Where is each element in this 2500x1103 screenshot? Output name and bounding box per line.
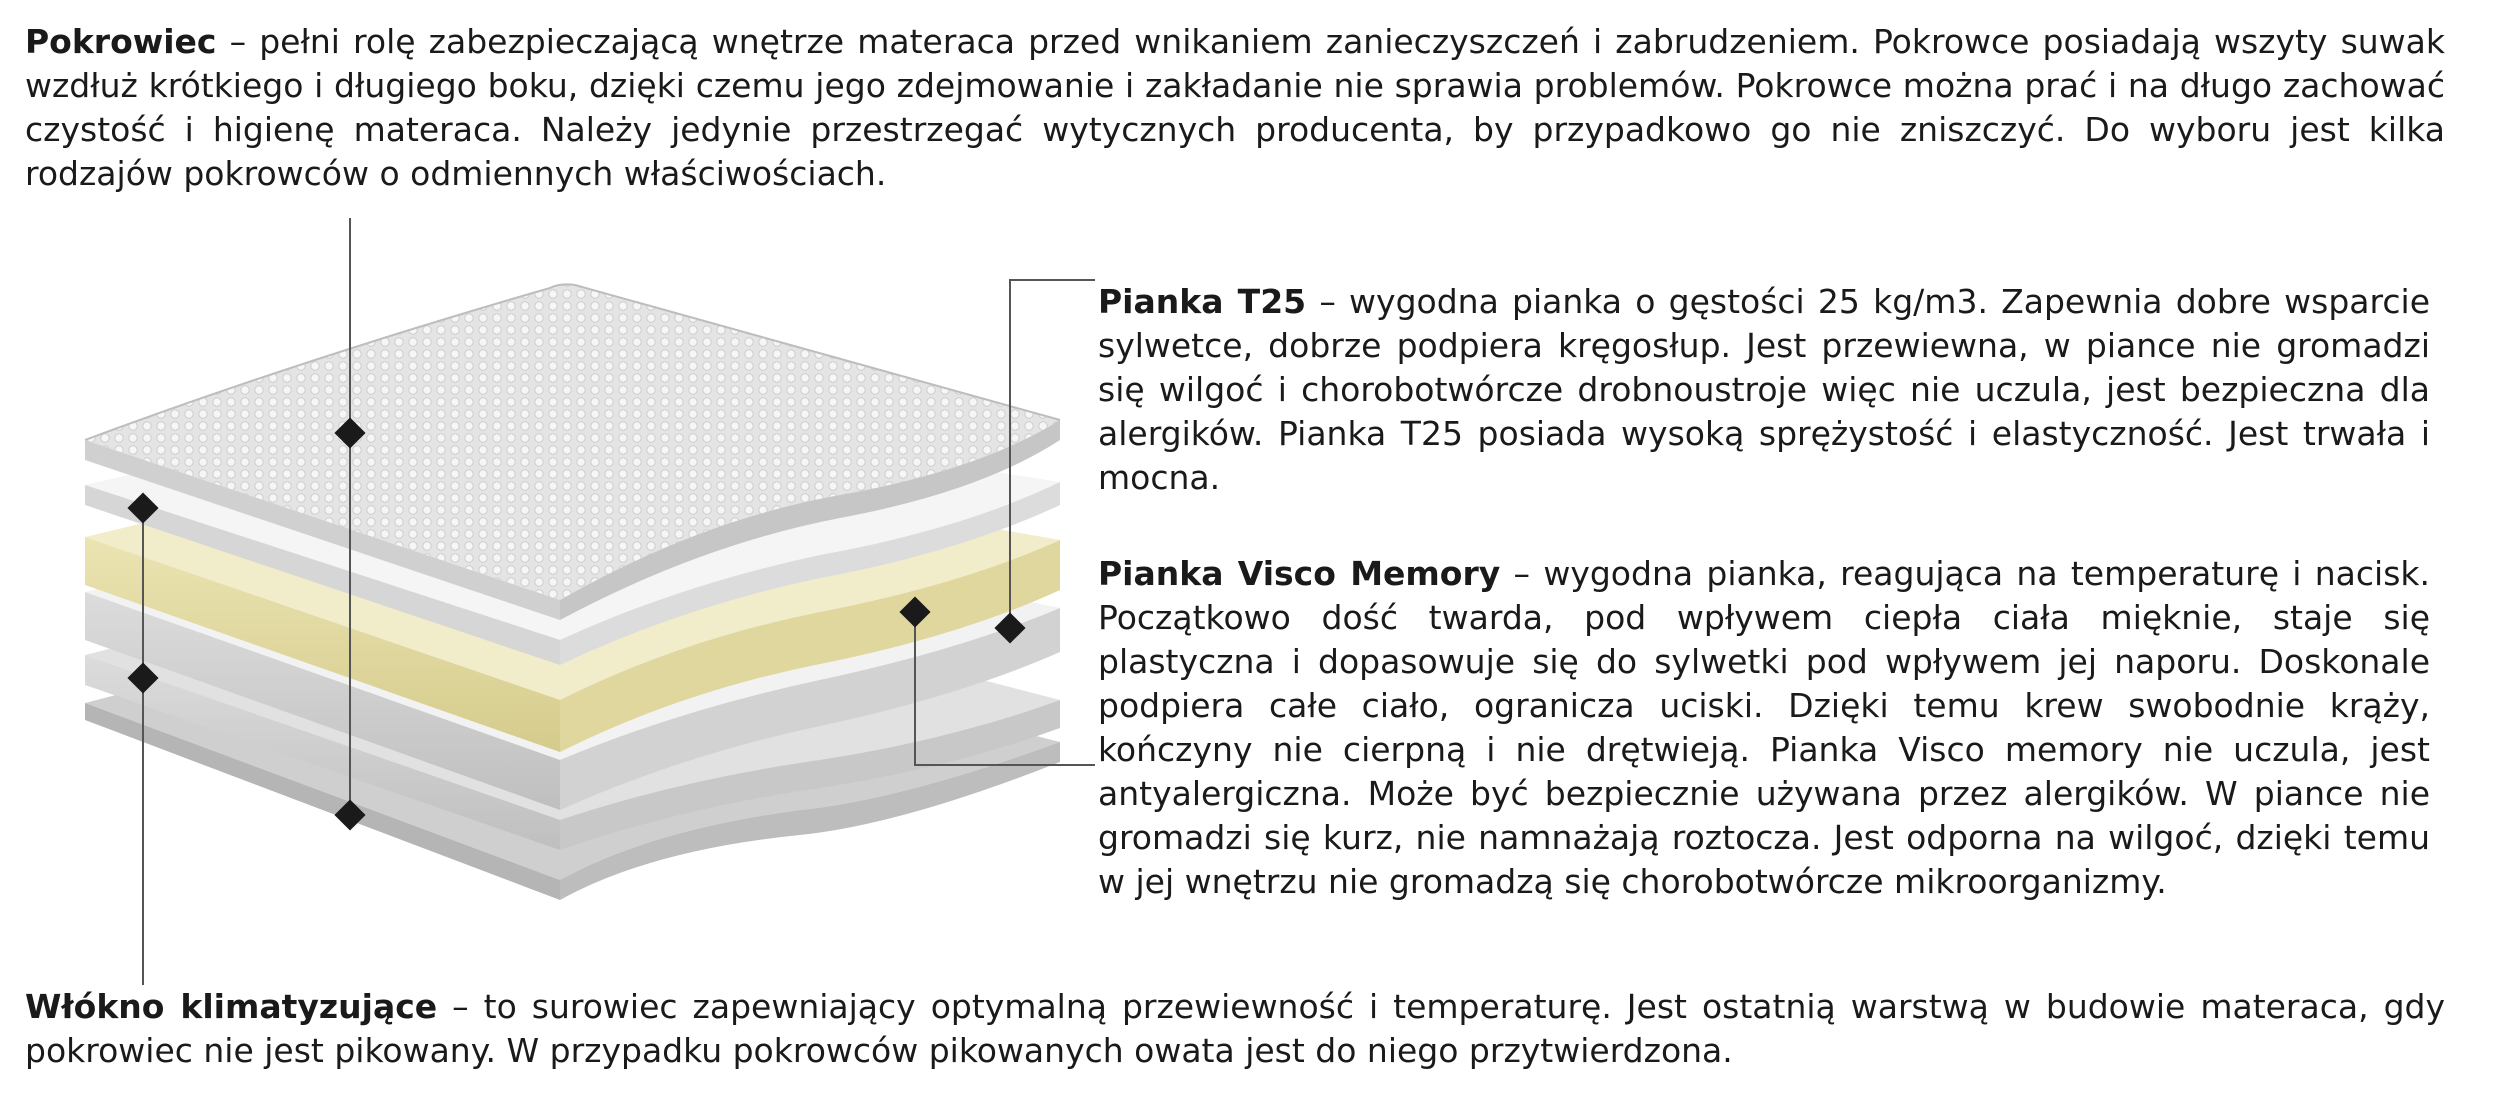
pianka-t25-text: – wygodna pianka o gęstości 25 kg/m3. Zapewnia dobre wsparcie sylwetce, dobrze podpiera kręgosłup. Jest przewiewna, w piance nie gromadzi się wilgoć i chorobotwórcze drobnoustroje więc nie uczula, jest bezpieczna dla alergików. Pianka T25 posiada wysoką sprężystość i elastyczność. Jest trwała i mocna.: [1098, 282, 2430, 497]
pianka-visco-term: Pianka Visco Memory: [1098, 554, 1501, 593]
pokrowiec-text: – pełni rolę zabezpieczającą wnętrze materaca przed wnikaniem zanieczyszczeń i zabrudzeniem. Pokrowce posiadają wszyty suwak wzdłuż krótkiego i długiego boku, dzięki czemu jego zdejmowanie i zakładanie nie sprawia problemów. Pokrowce można prać i na długo zachować czystość i higienę materaca. Należy jedynie przestrzegać wytycznych producenta, by przypadkowo go nie zniszczyć. Do wyboru jest kilka rodzajów pokrowców o odmiennych właściwościach.: [25, 22, 2445, 193]
pianka-visco-text: – wygodna pianka, reagująca na temperaturę i nacisk. Początkowo dość twarda, pod wpływem ciepła ciała mięknie, staje się plastyczna i dopasowuje się do sylwetki pod wpływem jej naporu. Doskonale podpiera całe ciało, ogranicza uciski. Dzięki temu krew swobodnie krąży, kończyny nie cierpną i nie drętwieją. Pianka Visco memory nie uczula, jest antyalergiczna. Może być bezpiecznie używana przez alergików. W piance nie gromadzi się kurz, nie namnażają roztocza. Jest odporna na wilgoć, dzięki temu w jej wnętrzu nie gromadzą się chorobotwórcze mikroorganizmy.: [1098, 554, 2430, 901]
wlokno-term: Włókno klimatyzujące: [25, 987, 438, 1026]
pianka-t25-term: Pianka T25: [1098, 282, 1307, 321]
wlokno-text: – to surowiec zapewniający optymalną przewiewność i temperaturę. Jest ostatnią warstwą w budowie materaca, gdy pokrowiec nie jest pikowany. W przypadku pokrowców pikowanych owata jest do niego przytwierdzona.: [25, 987, 2446, 1070]
pokrowiec-term: Pokrowiec: [25, 22, 217, 61]
